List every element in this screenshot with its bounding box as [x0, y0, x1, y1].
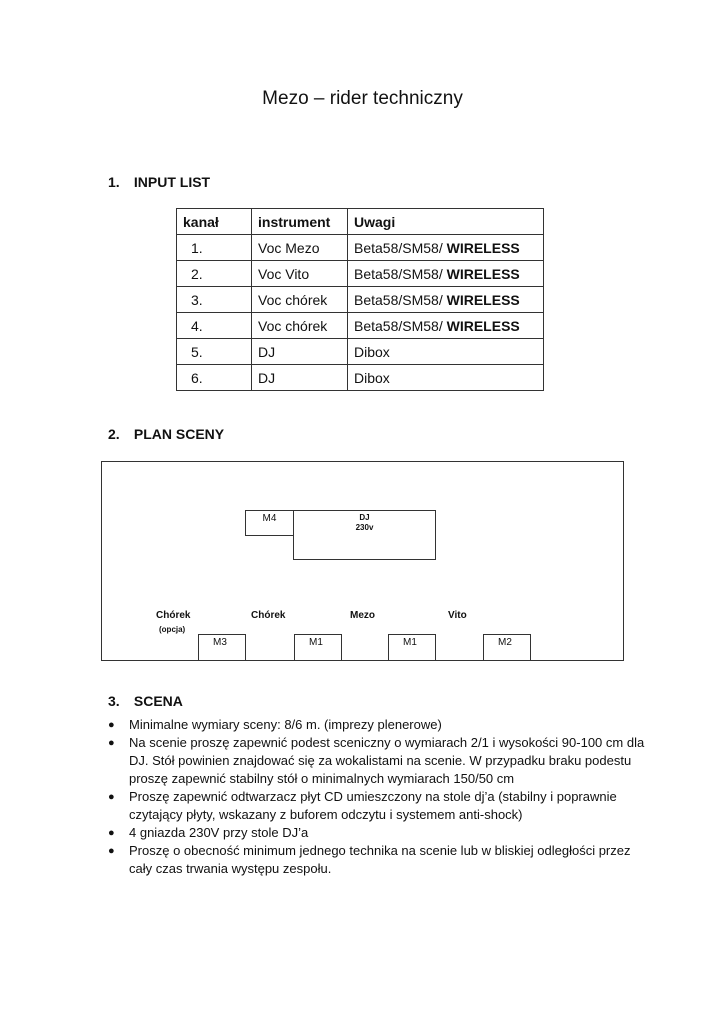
uwagi-bold: WIRELESS — [446, 317, 520, 334]
bullet-icon: ● — [108, 791, 115, 803]
section-title: SCENA — [133, 693, 183, 709]
cell-instrument: DJ — [252, 365, 348, 391]
cell-kanal: 2. — [177, 261, 252, 287]
list-item — [108, 788, 648, 824]
cell-uwagi — [348, 365, 544, 391]
uwagi-text: Dibox — [354, 369, 390, 386]
cell-kanal: 1. — [177, 235, 252, 261]
section-number: 1. — [108, 174, 120, 190]
list-item-text: Na scenie proszę zapewnić podest sceniczny o wymiarach 2/1 i wysokości 90-100 cm dla DJ. Stół powinien znajdować się za wokalistami na scenie. W przypadku braku podestu proszę zapewnić stabilny stół o minimalnych wymiarach 150/50 cm — [129, 735, 645, 786]
cell-uwagi — [348, 339, 544, 365]
cell-uwagi — [348, 261, 544, 287]
list-item — [108, 842, 648, 878]
dj-table-box — [293, 510, 436, 560]
performer-mezo: Mezo — [350, 610, 375, 621]
section-title: INPUT LIST — [133, 174, 211, 190]
cell-kanal: 3. — [177, 287, 252, 313]
section-plan-heading — [108, 426, 224, 442]
monitor-label: M1 — [309, 637, 323, 648]
uwagi-text: Beta58/SM58/ — [354, 239, 447, 256]
scena-requirements-list — [108, 716, 648, 878]
list-item — [108, 824, 648, 842]
bullet-icon: ● — [108, 827, 115, 839]
cell-uwagi — [348, 235, 544, 261]
monitor-m4-label: M4 — [262, 513, 277, 524]
performer-optional-note: (opcja) — [159, 625, 186, 634]
table-header-row — [177, 209, 544, 235]
list-item — [108, 716, 648, 734]
monitor-m2-box — [483, 634, 531, 661]
dj-label: DJ — [359, 513, 370, 522]
cell-kanal: 5. — [177, 339, 252, 365]
section-number: 3. — [108, 693, 120, 709]
section-scena-heading — [108, 693, 183, 709]
section-number: 2. — [108, 426, 120, 442]
dj-power-label: 230v — [355, 523, 374, 532]
cell-instrument: Voc Vito — [252, 261, 348, 287]
uwagi-bold: WIRELESS — [446, 265, 520, 282]
list-item-text: Proszę zapewnić odtwarzacz płyt CD umieszczony na stole dj’a (stabilny i poprawnie czytający płyty, wskazany z buforem odczytu i systemem anti-shock) — [129, 789, 617, 822]
uwagi-text: Beta58/SM58/ — [354, 265, 447, 282]
header-kanal: kanał — [177, 209, 252, 235]
monitor-m3-box — [198, 634, 246, 661]
uwagi-text: Beta58/SM58/ — [354, 291, 447, 308]
performer-vito: Vito — [448, 610, 467, 621]
cell-kanal: 4. — [177, 313, 252, 339]
cell-kanal: 6. — [177, 365, 252, 391]
uwagi-text: Beta58/SM58/ — [354, 317, 447, 334]
cell-uwagi — [348, 313, 544, 339]
table-row — [177, 365, 544, 391]
cell-instrument: Voc Mezo — [252, 235, 348, 261]
list-item-text: 4 gniazda 230V przy stole DJ’a — [129, 825, 309, 840]
uwagi-bold: WIRELESS — [446, 291, 520, 308]
monitor-m1-box — [388, 634, 436, 661]
cell-instrument: Voc chórek — [252, 313, 348, 339]
section-input-list-heading — [108, 174, 210, 190]
table-row — [177, 313, 544, 339]
cell-instrument: Voc chórek — [252, 287, 348, 313]
bullet-icon: ● — [108, 737, 115, 749]
cell-uwagi — [348, 287, 544, 313]
stage-plan-diagram — [101, 461, 624, 661]
monitor-label: M1 — [403, 637, 417, 648]
table-row — [177, 261, 544, 287]
header-instrument: instrument — [252, 209, 348, 235]
bullet-icon: ● — [108, 845, 115, 857]
table-row — [177, 235, 544, 261]
list-item — [108, 734, 648, 788]
header-uwagi: Uwagi — [348, 209, 544, 235]
table-row — [177, 339, 544, 365]
bullet-icon: ● — [108, 719, 115, 731]
uwagi-text: Dibox — [354, 343, 390, 360]
performer-chorek-optional: Chórek — [156, 610, 191, 621]
list-item-text: Proszę o obecność minimum jednego technika na scenie lub w bliskiej odległości przez cały czas trwania występu zespołu. — [129, 843, 631, 876]
section-title: PLAN SCENY — [133, 426, 225, 442]
input-list-table — [176, 208, 544, 391]
table-row — [177, 287, 544, 313]
performer-chorek: Chórek — [251, 610, 286, 621]
uwagi-bold: WIRELESS — [446, 239, 520, 256]
page-title: Mezo – rider techniczny — [262, 88, 463, 109]
monitor-label: M3 — [213, 637, 227, 648]
cell-instrument: DJ — [252, 339, 348, 365]
monitor-m4-box — [245, 510, 294, 536]
list-item-text: Minimalne wymiary sceny: 8/6 m. (imprezy plenerowe) — [129, 717, 442, 732]
monitor-m1-box — [294, 634, 342, 661]
monitor-label: M2 — [498, 637, 512, 648]
